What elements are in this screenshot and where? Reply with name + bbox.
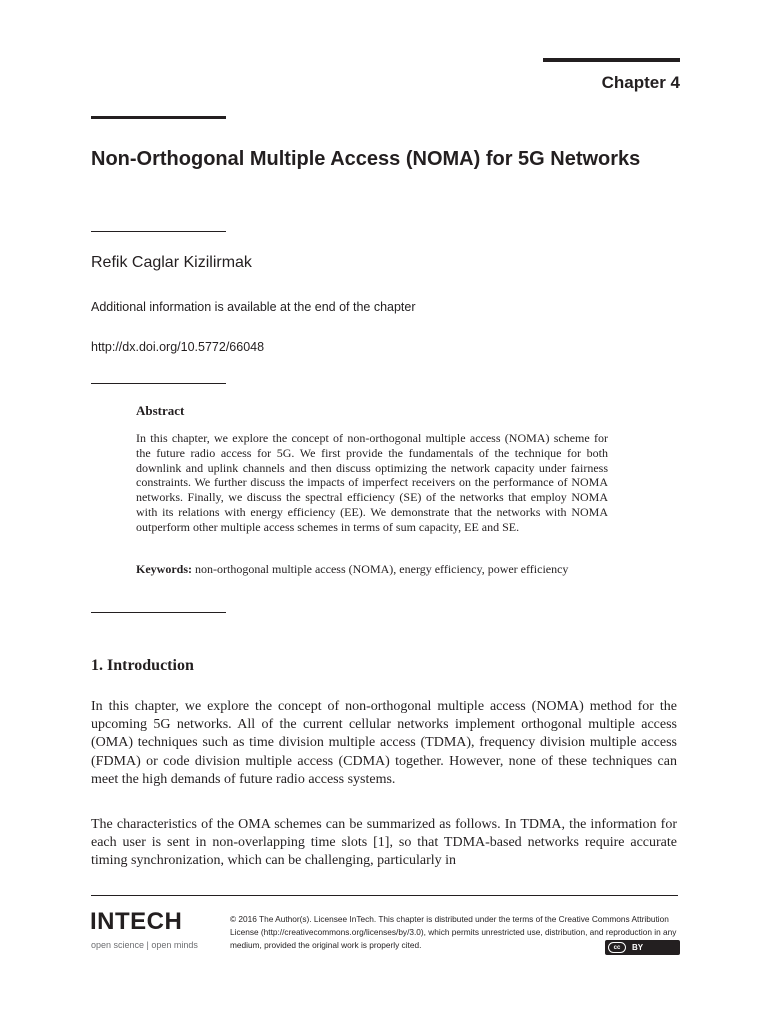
chapter-title: Non-Orthogonal Multiple Access (NOMA) for 5G Networks [91, 148, 641, 170]
chapter-label: Chapter 4 [601, 73, 680, 92]
chapter-rule [543, 58, 680, 62]
cc-by-label: BY [632, 943, 644, 952]
abstract-heading: Abstract [136, 403, 185, 418]
keywords-label: Keywords: [136, 562, 192, 576]
doi-link[interactable]: http://dx.doi.org/10.5772/66048 [91, 340, 265, 354]
section-heading-introduction: 1. Introduction [91, 657, 194, 674]
author-name: Refik Caglar Kizilirmak [91, 254, 252, 271]
license-text: © 2016 The Author(s). Licensee InTech. This chapter is distributed under the terms of the Creative Commons Attribution License (http://creativecommons.org/licenses/by/3.0), which permits unrestricted use, distribution, and reproduction in any medium, provided the original work is properly cited. [230, 914, 677, 950]
additional-info: Additional information is available at the end of the chapter [91, 300, 416, 314]
title-rule [91, 116, 226, 119]
footer-rule [91, 895, 678, 896]
intro-rule [91, 612, 226, 613]
intech-logo: INTECH [90, 908, 183, 935]
intro-paragraph-1: In this chapter, we explore the concept of non-orthogonal multiple access (NOMA) method for the upcoming 5G networks. All of the current cellular networks implement orthogonal multiple access (OMA) techniques such as time division multiple access (TDMA), frequency division multiple access (FDMA) or code division multiple access (CDMA) together. However, none of these techniques can meet the high demands of future radio access systems. [91, 699, 677, 787]
keywords [136, 562, 608, 577]
cc-by-badge[interactable] [605, 940, 680, 955]
logo-tagline: open science | open minds [91, 940, 198, 950]
abstract-rule [91, 383, 226, 384]
cc-icon: cc [608, 942, 626, 953]
keywords-text: non-orthogonal multiple access (NOMA), energy efficiency, power efficiency [195, 562, 569, 576]
author-rule [91, 231, 226, 232]
abstract-text: In this chapter, we explore the concept of non-orthogonal multiple access (NOMA) scheme for the future radio access for 5G. We first provide the fundamentals of the technique for both downlink and uplink channels and then discuss optimizing the network capacity under fairness constraints. We further discuss the impacts of imperfect receivers on the performance of NOMA networks. Finally, we discuss the spectral efficiency (SE) of the networks that employ NOMA with its relations with energy efficiency (EE). We demonstrate that the networks with NOMA outperform other multiple access schemes in terms of sum capacity, EE and SE. [136, 431, 608, 534]
intro-paragraph-2: The characteristics of the OMA schemes can be summarized as follows. In TDMA, the information for each user is sent in non-overlapping time slots [1], so that TDMA-based networks require accurate timing synchronization, which can be challenging, particularly in [91, 817, 677, 869]
